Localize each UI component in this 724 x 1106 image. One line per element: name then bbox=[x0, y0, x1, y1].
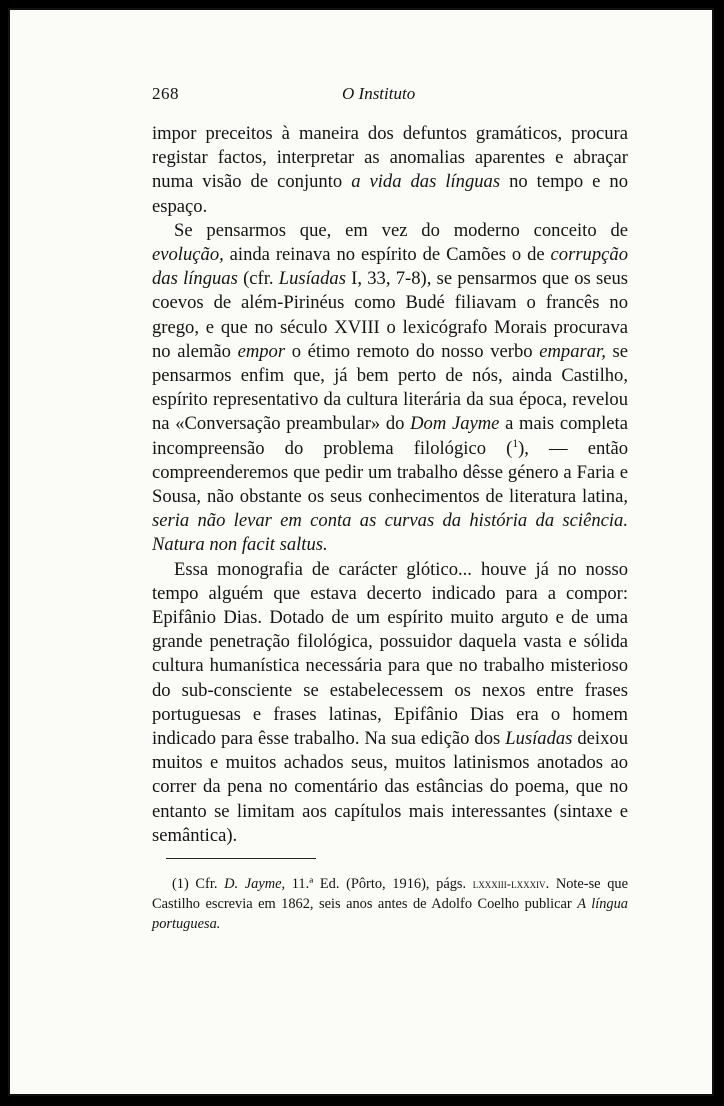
p2-italic-corrupcao: corrupção das línguas bbox=[152, 244, 628, 290]
book-page bbox=[8, 8, 714, 1096]
paragraph-2 bbox=[152, 219, 628, 558]
p2-text-m: a mais completa incompreensão do problema filológico ( bbox=[152, 413, 628, 459]
footnote-text bbox=[152, 874, 628, 934]
p2-text-e: (cfr. bbox=[237, 268, 279, 290]
running-title: O Instituto bbox=[342, 84, 416, 103]
p2-text-o: ), — então compreenderemos que pedir um trabalho dêsse género a Faria e Sousa, não obstante os seus conhecimentos de literatura latina, bbox=[152, 437, 629, 508]
p2-text-k: se pensarmos enfim que, já bem perto de nós, ainda Castilho, espírito representativo da cultura literária da sua época, revelou na «Conversação preambular» do bbox=[152, 340, 629, 435]
p2-text-c: ainda reinava no espírito de Camões o de bbox=[223, 244, 551, 266]
footnote-reference[interactable]: 1 bbox=[512, 437, 519, 450]
main-text bbox=[152, 122, 628, 848]
footnote-text-a: Cfr. bbox=[188, 876, 225, 892]
footnote bbox=[152, 874, 628, 934]
p2-italic-dom-jayme: Dom Jayme bbox=[410, 413, 500, 435]
paragraph-1 bbox=[152, 122, 628, 219]
p1-text-a: impor preceitos à maneira dos defuntos gramáticos, procura registar factos, interpretar as anomalias aparentes e abraçar numa visão de conjunto bbox=[152, 123, 628, 193]
page-number: 268 bbox=[152, 84, 179, 103]
p2-text-a: Se pensarmos que, em vez do moderno conceito de bbox=[174, 219, 628, 241]
p2-italic-empor: empor bbox=[237, 340, 286, 362]
p2-text-i: o étimo remoto do nosso verbo bbox=[285, 340, 540, 362]
p2-italic-lusiadas: Lusíadas bbox=[278, 268, 346, 290]
footnote-text-e: . Note-se que Castilho escrevia em 1862, seis anos antes de Adolfo Coelho publicar bbox=[152, 876, 629, 912]
footnote-italic-d-jayme: D. Jayme, bbox=[224, 876, 286, 892]
p3-text-a: Essa monografia de carácter glótico... houve já no nosso tempo alguém que estava decerto indicado para a compor: Epifânio Dias. Dotado de um espírito muito arguto e de uma grande penetração filológica, possuidor daquela vasta e sólida cultura humanística necessária para que no trabalho misterioso do sub-consciente se estabelecessem os nexos entre frases portuguesas e frases latinas, Epifânio Dias era o homem indicado para êsse trabalho. Na sua edição dos bbox=[152, 558, 628, 750]
footnote-page-range: lxxxiii-lxxxiv bbox=[472, 876, 546, 891]
p1-text-c: no tempo e no espaço. bbox=[152, 171, 629, 217]
footnote-marker: (1) bbox=[172, 876, 189, 892]
p3-text-c: deixou muitos e muitos achados seus, muitos latinismos anotados ao correr da pena no comentário das estâncias do poema, que no entanto se limitam aos capítulos mais interessantes (sintaxe e semântica). bbox=[152, 728, 628, 846]
footnote-divider bbox=[166, 858, 316, 859]
p2-italic-evolucao: evolução, bbox=[152, 244, 224, 266]
footnote-italic-lingua-portuguesa: A língua portuguesa. bbox=[152, 896, 628, 932]
paragraph-3 bbox=[152, 558, 628, 848]
p2-italic-natura-non-facit-saltus: seria não levar em conta as curvas da história da sciência. Natura non facit saltus. bbox=[152, 510, 628, 556]
p3-italic-lusiadas: Lusíadas bbox=[505, 728, 573, 750]
page-header bbox=[10, 84, 712, 108]
p2-italic-emparar: emparar, bbox=[539, 340, 606, 362]
p1-italic-vida-das-linguas: a vida das línguas bbox=[351, 171, 501, 193]
footnote-text-c: 11.ª Ed. (Pôrto, 1916), págs. bbox=[285, 876, 473, 892]
p2-text-g: I, 33, 7-8), se pensarmos que os seus coevos de além-Pirinéus como Budé filiavam o francês no grego, e que no século XVIII o lexicógrafo Morais procurava no alemão bbox=[152, 268, 628, 362]
